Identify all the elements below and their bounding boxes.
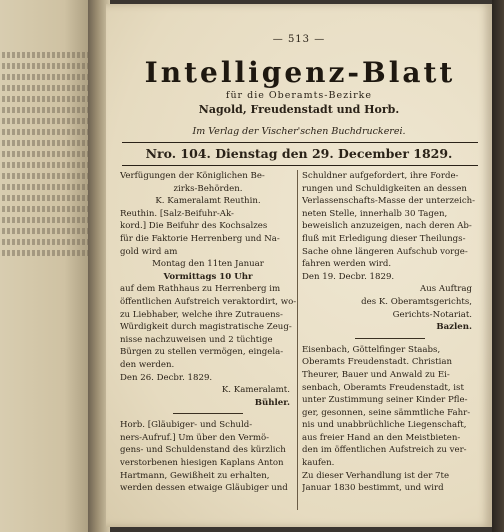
column-line: gens- und Schuldenstand des kürzlich — [120, 445, 286, 456]
previous-page-line — [2, 52, 88, 58]
column-line: Theurer, Bauer und Anwald zu Ei- — [302, 369, 450, 380]
previous-page-line — [2, 162, 88, 168]
notice-divider — [173, 413, 243, 414]
previous-page-line — [2, 151, 88, 157]
previous-page-text — [2, 52, 88, 261]
previous-page-line — [2, 239, 88, 245]
masthead-districts: Nagold, Freudenstadt und Horb. — [198, 103, 400, 116]
previous-page-line — [2, 74, 88, 80]
column-line: des K. Oberamtsgerichts, — [361, 296, 472, 307]
column-line: Bühler. — [254, 397, 290, 408]
column-line: neten Stelle, innerhalb 30 Tagen, — [302, 208, 448, 219]
previous-page-line — [2, 173, 88, 179]
column-line: Verfügungen der Königlichen Be- — [120, 171, 265, 181]
column-line: Januar 1830 bestimmt, und wird — [302, 483, 444, 494]
column-line: Bazlen. — [436, 322, 472, 333]
column-line: senbach, Oberamts Freudenstadt, ist — [302, 382, 464, 393]
column-line: gold wird am — [120, 246, 178, 257]
left-column — [120, 170, 296, 495]
previous-page-edge — [0, 0, 92, 532]
column-line: Hartmann, Gewißheit zu erhalten, — [120, 470, 270, 481]
column-line: Zu dieser Verhandlung ist der 7te — [302, 470, 450, 481]
column-line: Vormittags 10 Uhr — [163, 271, 253, 282]
previous-page-line — [2, 107, 88, 113]
previous-page-line — [2, 140, 88, 146]
publisher-line: Im Verlag der Vischer'schen Buchdruckerei. — [192, 126, 406, 137]
masthead-title: Intelligenz-Blatt — [144, 56, 456, 89]
masthead-subtitle: für die Oberamts-Bezirke — [225, 90, 373, 101]
column-line: nis und unabbrüchliche Liegenschaft, — [302, 420, 467, 431]
column-line: Eisenbach, Göttelfinger Staabs, — [302, 344, 441, 355]
previous-page-line — [2, 228, 88, 234]
header-rule-top — [122, 142, 478, 143]
previous-page-line — [2, 206, 88, 212]
previous-page-line — [2, 129, 88, 135]
column-line: den im öffentlichen Aufstreich zu ver- — [302, 445, 467, 456]
column-line: kaufen. — [302, 458, 335, 469]
column-line: Reuthin. [Salz-Beifuhr-Ak- — [120, 208, 234, 219]
previous-page-line — [2, 250, 88, 256]
column-line: K. Kameralamt. — [221, 385, 290, 396]
column-line: für die Faktorie Herrenberg und Na- — [120, 233, 280, 244]
column-line: Den 19. Decbr. 1829. — [302, 271, 395, 282]
previous-page-line — [2, 118, 88, 124]
column-line: zirks-Behörden. — [173, 183, 243, 194]
column-line: beweislich anzuzeigen, nach deren Ab- — [302, 221, 472, 232]
column-line: Oberamts Freudenstadt. Christian — [302, 357, 453, 368]
column-line: verstorbenen hiesigen Kaplans Anton — [120, 458, 284, 469]
previous-page-line — [2, 63, 88, 69]
column-line: K. Kameralamt Reuthin. — [155, 196, 261, 207]
column-line: unter Zustimmung seiner Kinder Pfle- — [302, 395, 468, 406]
column-line: den werden. — [120, 359, 175, 370]
previous-page-line — [2, 85, 88, 91]
column-line: Verlassenschafts-Masse der unterzeich- — [302, 196, 476, 207]
column-line: Horb. [Gläubiger- und Schuld- — [120, 420, 253, 431]
column-line: ners-Aufruf.] Um über den Vermö- — [120, 432, 270, 443]
book-cover-edge — [492, 0, 504, 532]
column-line: auf dem Rathhaus zu Herrenberg im — [120, 284, 281, 295]
column-line: nisse nachzuweisen und 2 tüchtige — [120, 334, 273, 345]
column-line: Den 26. Decbr. 1829. — [120, 372, 213, 383]
column-line: öffentlichen Aufstreich veraktordirt, wo- — [120, 296, 296, 307]
previous-page-line — [2, 96, 88, 102]
notice-divider — [355, 338, 425, 339]
column-line: aus freier Hand an den Meistbieten- — [302, 432, 461, 443]
previous-page-line — [2, 217, 88, 223]
column-divider — [297, 170, 298, 510]
column-line: ger, gesonnen, seine sämmtliche Fahr- — [302, 407, 471, 418]
header-rule-bottom — [122, 165, 478, 166]
column-line: fahren werden wird. — [302, 259, 392, 270]
page-number: — 513 — — [272, 34, 326, 45]
right-column — [302, 170, 478, 495]
column-line: werden dessen etwaige Gläubiger und — [120, 483, 288, 494]
column-line: fluß mit Erledigung dieser Theilungs- — [302, 233, 466, 244]
column-line: Aus Auftrag — [420, 284, 472, 295]
column-line: Montag den 11ten Januar — [152, 259, 264, 270]
previous-page-line — [2, 184, 88, 190]
column-line: Schuldner aufgefordert, ihre Forde- — [302, 171, 459, 181]
column-line: Sache ohne längeren Aufschub vorge- — [302, 246, 468, 257]
newspaper-page — [106, 4, 492, 527]
column-line: Gerichts-Notariat. — [392, 309, 472, 320]
column-line: zu Liebhaber, welche ihre Zutrauens- — [120, 309, 283, 320]
previous-page-line — [2, 195, 88, 201]
column-line: Würdigkeit durch magistratische Zeug- — [120, 322, 292, 333]
column-line: Bürgen zu stellen vermögen, eingela- — [120, 347, 284, 358]
column-line: kord.] Die Beifuhr des Kochsalzes — [120, 221, 268, 232]
issue-line: Nro. 104. Dienstag den 29. December 1829. — [145, 146, 453, 161]
column-line: rungen und Schuldigkeiten an dessen — [302, 183, 467, 194]
